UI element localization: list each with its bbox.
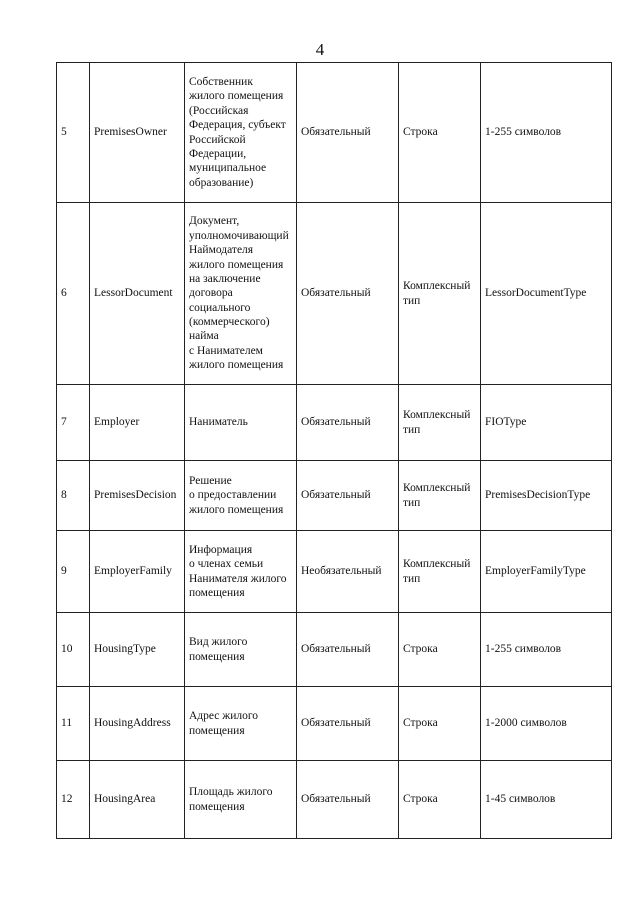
table-row [57, 531, 612, 613]
table-row [57, 63, 612, 203]
field-type: Комплексный тип [399, 461, 481, 531]
field-format: LessorDocumentType [481, 203, 612, 385]
field-required: Обязательный [297, 385, 399, 461]
field-format: PremisesDecisionType [481, 461, 612, 531]
field-name: Employer [90, 385, 185, 461]
row-number: 11 [57, 687, 90, 761]
field-name: PremisesDecision [90, 461, 185, 531]
field-name: PremisesOwner [90, 63, 185, 203]
field-type: Строка [399, 761, 481, 839]
row-number: 7 [57, 385, 90, 461]
field-format: EmployerFamilyType [481, 531, 612, 613]
field-required: Необязательный [297, 531, 399, 613]
row-number: 10 [57, 613, 90, 687]
table-row [57, 761, 612, 839]
field-type: Строка [399, 63, 481, 203]
field-name: HousingAddress [90, 687, 185, 761]
field-name: HousingArea [90, 761, 185, 839]
field-required: Обязательный [297, 63, 399, 203]
table-row [57, 613, 612, 687]
table-row [57, 385, 612, 461]
page-number: 4 [315, 40, 325, 59]
field-required: Обязательный [297, 687, 399, 761]
field-type: Комплексный тип [399, 203, 481, 385]
field-required: Обязательный [297, 761, 399, 839]
field-description: Площадь жилого помещения [185, 761, 297, 839]
field-required: Обязательный [297, 461, 399, 531]
table-row [57, 203, 612, 385]
fields-table [56, 62, 612, 839]
field-description: Адрес жилого помещения [185, 687, 297, 761]
row-number: 8 [57, 461, 90, 531]
field-type: Строка [399, 613, 481, 687]
row-number: 5 [57, 63, 90, 203]
field-name: LessorDocument [90, 203, 185, 385]
field-format: 1-45 символов [481, 761, 612, 839]
field-description: Собственник жилого помещения (Российская Федерация, субъект Российской Федерации, муниципальное образование) [185, 63, 297, 203]
field-required: Обязательный [297, 613, 399, 687]
field-format: 1-255 символов [481, 63, 612, 203]
field-type: Строка [399, 687, 481, 761]
field-type: Комплексный тип [399, 385, 481, 461]
field-format: 1-2000 символов [481, 687, 612, 761]
field-name: EmployerFamily [90, 531, 185, 613]
field-description: Документ, уполномочивающий Наймодателя жилого помещения на заключение договора социального (коммерческого) найма с Нанимателем жилого помещения [185, 203, 297, 385]
field-description: Вид жилого помещения [185, 613, 297, 687]
field-name: HousingType [90, 613, 185, 687]
table-row [57, 687, 612, 761]
field-type: Комплексный тип [399, 531, 481, 613]
row-number: 9 [57, 531, 90, 613]
field-required: Обязательный [297, 203, 399, 385]
field-format: 1-255 символов [481, 613, 612, 687]
field-description: Наниматель [185, 385, 297, 461]
field-description: Решение о предоставлении жилого помещения [185, 461, 297, 531]
row-number: 6 [57, 203, 90, 385]
field-format: FIOType [481, 385, 612, 461]
row-number: 12 [57, 761, 90, 839]
field-description: Информация о членах семьи Нанимателя жилого помещения [185, 531, 297, 613]
table-row [57, 461, 612, 531]
